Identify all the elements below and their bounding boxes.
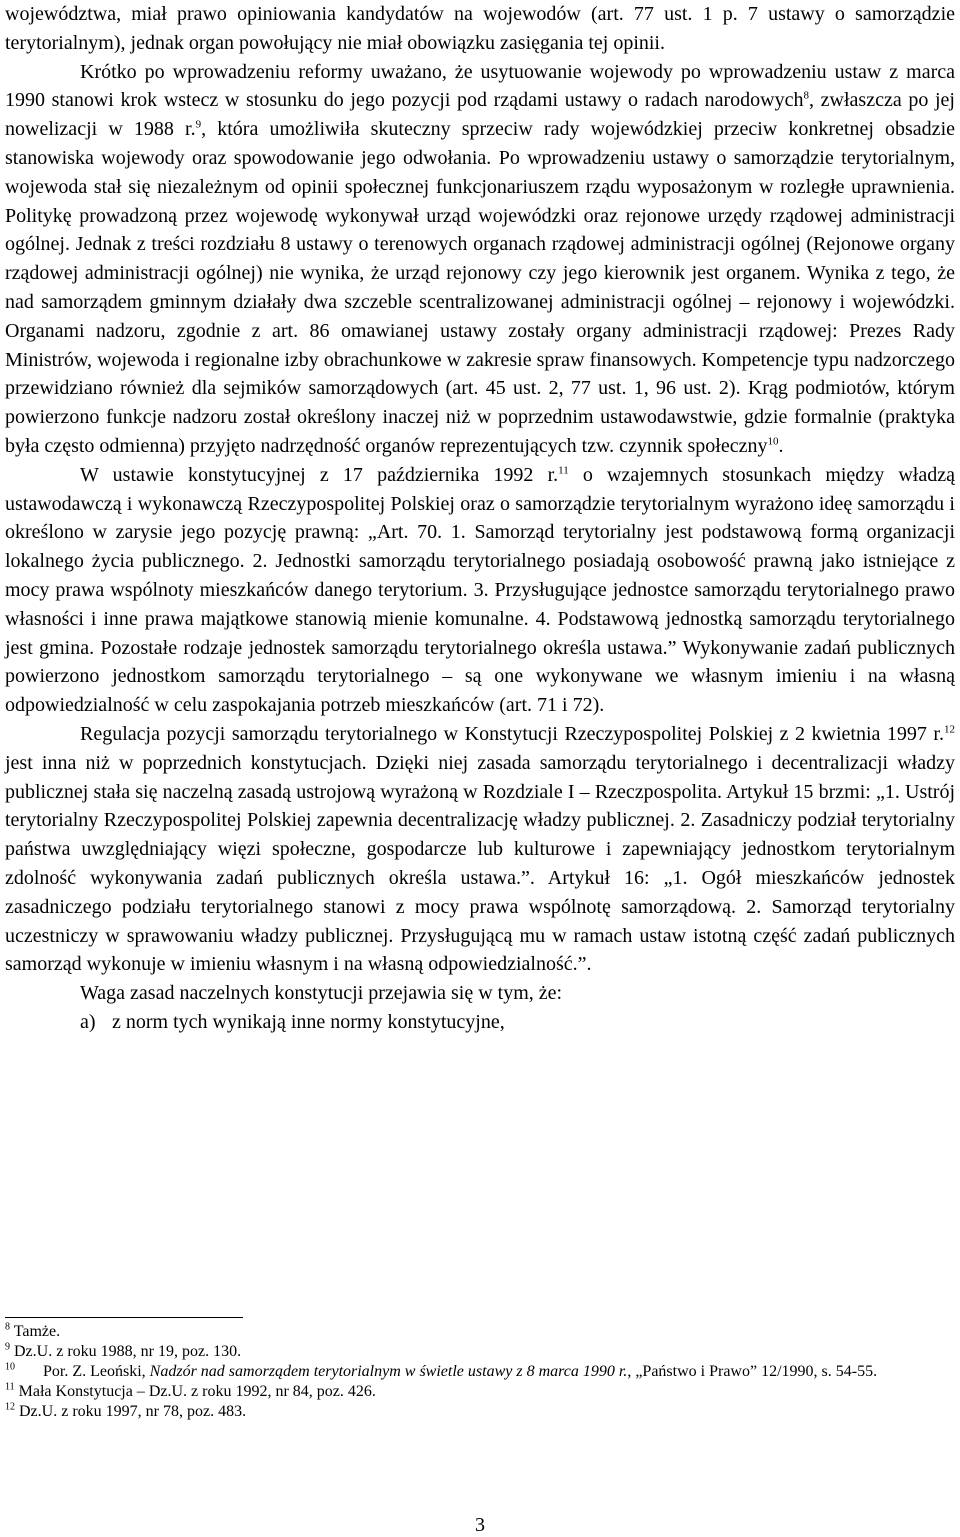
paragraph-2 bbox=[5, 58, 955, 461]
paragraph-text: Regulacja pozycji samorządu terytorialnego w Konstytucji Rzeczypospolitej Polskiej z 2 kwietnia 1997 r. bbox=[80, 722, 944, 745]
paragraph-5 bbox=[5, 979, 955, 1008]
footnote-12 bbox=[5, 1402, 905, 1422]
footnote-number: 10 bbox=[5, 1361, 15, 1373]
footnote-number: 11 bbox=[5, 1381, 15, 1393]
footnote-ref-9[interactable]: 9 bbox=[195, 118, 202, 131]
footnote-11 bbox=[5, 1382, 905, 1402]
paragraph-text: o wzajemnych stosunkach między władzą ustawodawczą i wykonawczą Rzeczypospolitej Polskiej oraz o samorządzie terytorialnym wyrażono ideę samorządu i określono w zarysie jego pozycję prawną: „Art. 70. 1. Samorząd terytorialny jest podstawową formą organizacji lokalnego życia publicznego. 2. Jednostki samorządu terytorialnego posiadają osobowość prawną jako istniejące z mocy prawa wspólnoty mieszkańców danego terytorium. 3. Przysługujące jednostce samorządu terytorialnego prawo własności i inne prawa majątkowe stanowią mienie komunalne. 4. Podstawową jednostką samorządu terytorialnego jest gmina. Pozostałe rodzaje jednostek samorządu terytorialnego określa ustawa.” Wykonywanie zadań publicznych powierzono jednostkom samorządu terytorialnego – są one wykonywane we własnym imieniu i na własną odpowiedzialność w celu zaspokajania potrzeb mieszkańców (art. 71 i 72). bbox=[5, 463, 955, 717]
footnote-title: Nadzór nad samorządem terytorialnym w świetle ustawy z 8 marca 1990 r. bbox=[149, 1363, 628, 1380]
footnotes bbox=[5, 1322, 905, 1422]
paragraph-text: , zwłaszcza po jej nowelizacji w 1988 r. bbox=[5, 89, 955, 141]
document-body bbox=[5, 0, 955, 1037]
footnote-text: Por. Z. Leoński, bbox=[43, 1363, 150, 1380]
footnote-8 bbox=[5, 1322, 905, 1342]
footnote-ref-12[interactable]: 12 bbox=[944, 723, 955, 736]
footnote-number: 12 bbox=[5, 1401, 15, 1413]
list-item-text: z norm tych wynikają inne normy konstytucyjne, bbox=[112, 1010, 505, 1033]
footnote-text: Mała Konstytucja – Dz.U. z roku 1992, nr 84, poz. 426. bbox=[18, 1383, 376, 1400]
paragraph-3 bbox=[5, 461, 955, 720]
footnote-number: 9 bbox=[5, 1341, 10, 1353]
paragraph-text: jest inna niż w poprzednich konstytucjach. Dzięki niej zasada samorządu terytorialnego i decentralizacji władzy publicznej stała się naczelną zasadą ustrojową wyrażoną w Rozdziale I – Rzeczpospolita. Artykuł 15 brzmi: „1. Ustrój terytorialny Rzeczypospolitej Polskiej zapewnia decentralizację władzy publicznej. 2. Zasadniczy podział terytorialny państwa uwzględniający więzi społeczne, gospodarcze lub kulturowe i zapewniający jednostkom terytorialnym zdolność wykonywania zadań publicznych określa ustawa.”. Artykuł 16: „1. Ogół mieszkańców jednostek zasadniczego podziału terytorialnego stanowi z mocy prawa wspólnotę samorządową. 2. Samorząd terytorialny uczestniczy w sprawowaniu władzy publicznej. Przysługującą mu w ramach ustaw istotną część zadań publicznych samorząd wykonuje w imieniu własnym i na własną odpowiedzialność.”. bbox=[5, 751, 955, 976]
footnote-separator bbox=[5, 1317, 243, 1318]
list-marker: a) bbox=[80, 1010, 96, 1033]
footnote-text: Dz.U. z roku 1988, nr 19, poz. 130. bbox=[14, 1343, 242, 1360]
page-number: 3 bbox=[475, 1514, 485, 1536]
paragraph-4 bbox=[5, 720, 955, 979]
footnote-9 bbox=[5, 1342, 905, 1362]
footnote-text: , „Państwo i Prawo” 12/1990, s. 54-55. bbox=[627, 1363, 878, 1380]
footnote-10 bbox=[5, 1362, 905, 1382]
list-item-a bbox=[5, 1008, 955, 1037]
footnote-number: 8 bbox=[5, 1321, 10, 1333]
paragraph-text: Krótko po wprowadzeniu reformy uważano, że usytuowanie wojewody po wprowadzeniu ustaw z marca 1990 stanowi krok wstecz w stosunku do jego pozycji pod rządami ustawy o radach narodowych bbox=[5, 60, 955, 112]
paragraph-text: W ustawie konstytucyjnej z 17 października 1992 r. bbox=[80, 463, 559, 486]
paragraph-text: województwa, miał prawo opiniowania kandydatów na wojewodów (art. 77 ust. 1 p. 7 ustawy o samorządzie terytorialnym), jednak organ powołujący nie miał obowiązku zasięgania tej opinii. bbox=[5, 3, 955, 54]
footnote-ref-10[interactable]: 10 bbox=[767, 435, 779, 448]
footnote-ref-11[interactable]: 11 bbox=[558, 464, 569, 477]
footnote-text: Dz.U. z roku 1997, nr 78, poz. 483. bbox=[19, 1403, 247, 1420]
paragraph-text: . bbox=[778, 434, 784, 457]
paragraph-1 bbox=[5, 0, 955, 58]
footnote-ref-8[interactable]: 8 bbox=[803, 89, 809, 102]
paragraph-text: Waga zasad naczelnych konstytucji przejawia się w tym, że: bbox=[80, 982, 563, 1005]
paragraph-text: , która umożliwiła skuteczny sprzeciw rady wojewódzkiej przeciw konkretnej obsadzie stanowiska wojewody oraz spowodowanie jego odwołania. Po wprowadzeniu ustawy o samorządzie terytorialnym, wojewoda stał się niezależnym od opinii społecznej funkcjonariuszem rządu wyposażonym w rozległe uprawnienia. Politykę prowadzoną przez wojewodę wykonywał urząd wojewódzki oraz rejonowe urzędy rządowej administracji ogólnej. Jednak z treści rozdziału 8 ustawy o terenowych organach rządowej administracji ogólnej (Rejonowe organy rządowej administracji ogólnej) nie wynika, że urząd rejonowy czy jego kierownik jest organem. Wynika z tego, że nad samorządem gminnym działały dwa szczeble scentralizowanej administracji ogólnej – rejonowy i wojewódzki. Organami nadzoru, zgodnie z art. 86 omawianej ustawy zostały organy administracji rządowej: Prezes Rady Ministrów, wojewoda i regionalne izby obrachunkowe w zakresie spraw finansowych. Kompetencje typu nadzorczego przewidziano również dla sejmików samorządowych (art. 45 ust. 2, 77 ust. 1, 96 ust. 2). Krąg podmiotów, którym powierzono funkcje nadzoru został określony inaczej niż w poprzednim ustawodawstwie, gdzie formalnie (praktyka była często odmienna) przyjęto nadrzędność organów reprezentujących tzw. czynnik społeczny bbox=[5, 118, 955, 457]
footnote-text: Tamże. bbox=[13, 1323, 61, 1340]
